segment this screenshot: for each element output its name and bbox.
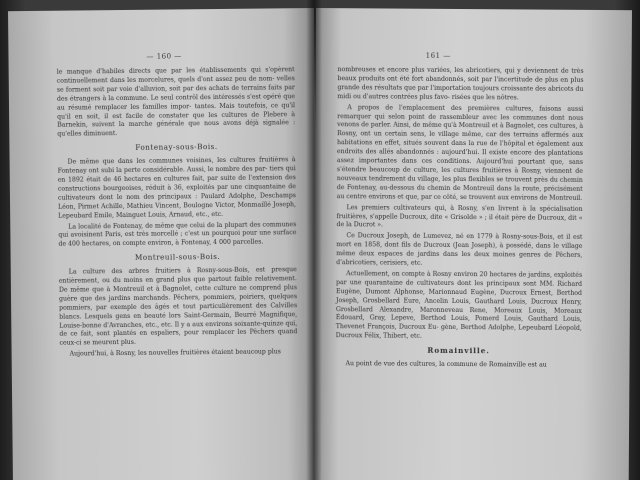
paragraph: Les premiers cultivateurs qui, à Rosny, s'en livrent à la spécialisation fruitières, s'appelle Ducroux, dite « Grisolde » ; il était père de Ducroux, dit « de la Ducrot ». [336,203,583,229]
right-page [313,8,632,480]
page-number-right: 161 — [425,51,451,60]
paragraph: Aujourd'hui, à Rosny, les nouvelles fruitières étaient beaucoup plus [69,348,281,358]
paragraph: nombreuses et encore plus variées, les abricotiers, qui y deviennent de très beaux produits ont été fort abandonnés, soit par l'incertitude de plus en plus grande des résultats que par l'importation toujours croissante des abricots du midi ou d'autres contrées plus favo- risées que les nôtres. [337,66,584,102]
left-page [8,8,319,480]
book-gutter-shadow [306,0,322,480]
section-heading-romainville: Romainville. [427,345,490,356]
right-page-text-column [335,66,583,373]
page-number-left: — 160 — [146,52,182,61]
paragraph: Ce Ducroux Joseph, de Lumevez, né en 1779 à Rosny-sous-Bois, et il est mort en 1858, dont fils de Ducroux (Jean Joseph), à possédé, dans le village même deux espaces de jardins dans les deux moines genres de Pêchers, d'abricotiers, cerisiers, etc. [336,232,583,267]
paragraph: La localité de Fontenay, de même que celui de la plupart des communes qui avoisinent Paris, est très morcellé ; c'est un pourquoi pour une surface de 400 hectares, on compte environ, à Fontenay, 4 000 parcelles. [58,220,297,249]
section-heading-montreuil: Montreuil-sous-Bois. [134,252,221,263]
paragraph: De même que dans les communes voisines, les cultures fruitières à Fontenay ont subi la perte considérable. Aussi, le nombre des par- tiers qui en 1892 était de 46 hectares en cultures fait, par suite de l'extension des constructions bourgeoises, réduit à 36, exploités par une cinquantaine de cultivateurs dont le nom des principaux : Paulard Adolphe, Deschamps Léon, Pirmet Achille, Mathieu Vincent, Boulogne Victor, Monmaillé Joseph, Lepeubard Emile, Mainguet Louis, Arnaud, etc., etc. [57,156,297,220]
paragraph: La culture des arbres fruitiers à Rosny-sous-Bois, est presque entièrement, ou du moins en grand plus que partout faible relativement. De même que à Montreuil et à Bagnolet, cette culture ne comprend plus guère que des jardins marchands. Pêchers, pommiers, poiriers, quelques pommiers, par exemple des âgés et tout particulièrement des Calvilles blancs. Lesquels gens en beauté lors Saint-Germain, Beurré Magnifique, Louise-bonne d'Avranches, etc., etc. Il y a aux environs soixante-quinze qui, de ce fait, sont plantés en espaliers, pour remplacer les Pêchers quand ceux-ci se meurent plus. [58,266,298,348]
paragraph: le manque d'habiles directs que par les établissements qui s'opèrent continuellement dans les morcelures, quels d'ont assez peu de nom- velles se forment soit par voie d'alluvion, soit par des achats de terrains faits par des étrangers à la commune. Le seul contrôl des intéressés s'est opéré que au résumé remplacer les familles impor- tantes. Mais toutefois, ce qu'il qu'il en soit, il est facile de constater que les cultures de Plebere à Barnekin, suivent la marche générale que nous avons déjà signalée : qu'elles diminuent. [56,66,296,139]
left-page-text-column [57,66,298,362]
paragraph: Actuellement, on compte à Rosny environ 20 hectares de jardins, exploités par une quarantaine de cultivateurs dont les principaux sont MM. Richard Eugène, Dumont Alphonse, Marionnaud Eugène, Ducroux Ernest, Berthod Joseph, Grosbellard Eure, Ancelin Louis, Gauthard Louis, Ducroux Henry, Grosbellard Alexandre, Maronneveau Rene, Moreaux Louis, Moreaux Édouard, Gray, Lepeve, Berthod Louis, Pomerd Louis, Gauthard Louis, Thevenet François, Ducroux Eu- gène, Berthod Adolphe, Lepeubard Léopold, Ducroux Félix, Thibert, etc. [335,270,583,341]
paragraph: A propos de l'emplacement des premières cultures, faisons aussi remarquer qui selon point de rassembleur avec les communes dont nous venons de parler. Ainsi, de même qu'à Montreuil et à Bagnolet, ces cultures, à Rosny, ont un certain sens, le village même, car des terrains affermés aux habitations en effet, situés souvent dans la rue de l'hôpital et également aux endroits des allés abandonnés : aujourd'hui. Il existe encore des plantations assez importantes dans ces conditions. Aujourd'hui pourtant que, sans s'étendre beaucoup de culture, les cultures fruitières à Rosny, viennent de nouveaux tendrement du village, les plus flexibles se trouvent près du chemin de Fontenay, au-dessous du chemin de Montreuil dans la route, précisément au centre environs et que, par ce côté, se trouvent aux environs de Montreuil. [336,103,584,202]
section-heading-fontenay: Fontenay-sous-Bois. [135,142,218,153]
paragraph: Au point de vue des cultures, la commune de Romainville est au [345,360,547,369]
